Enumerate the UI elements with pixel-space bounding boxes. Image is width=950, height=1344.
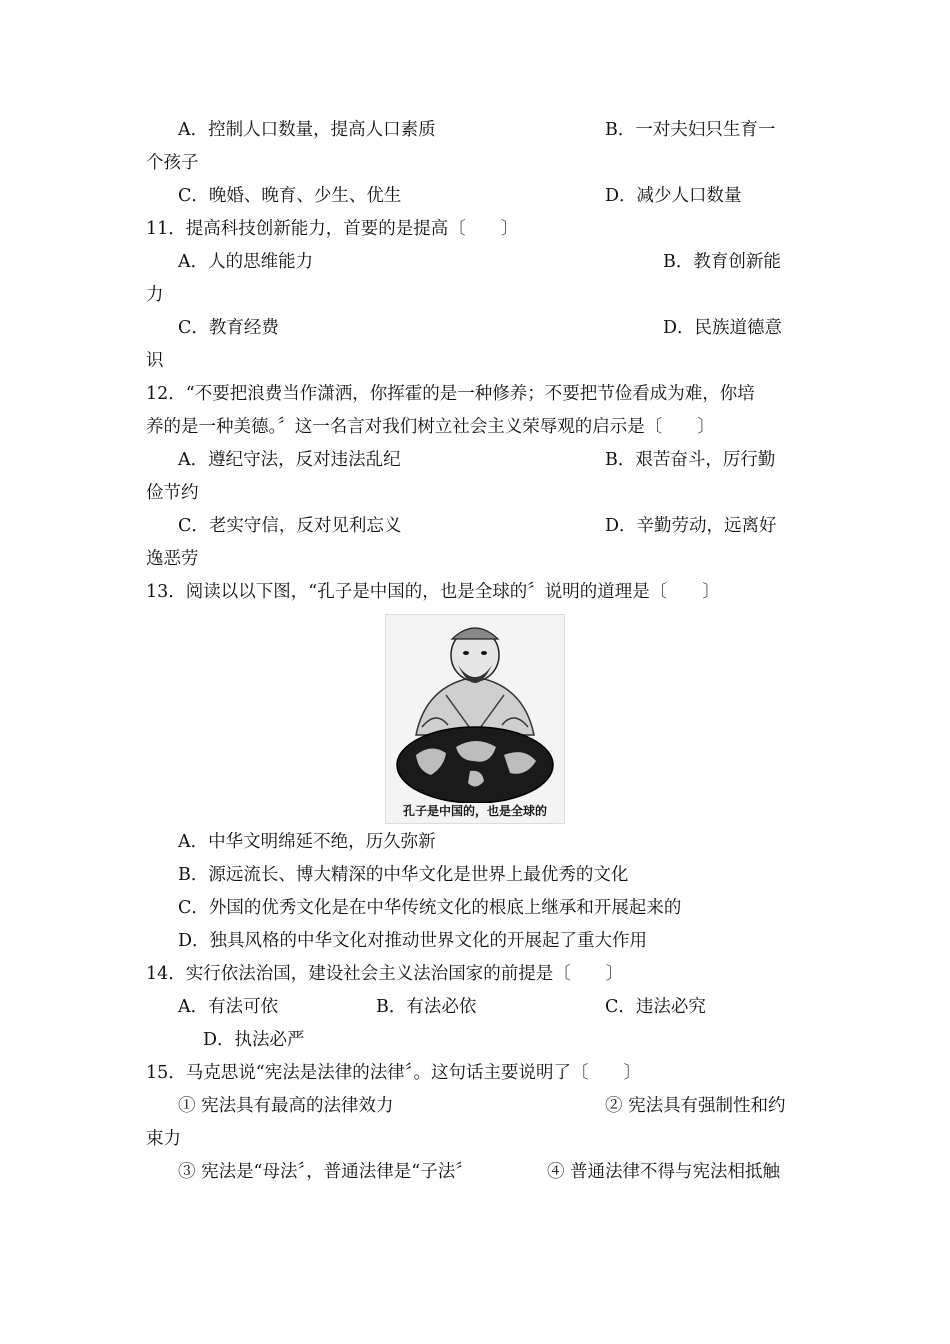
q13-stem: 13．阅读以以下图，“孔子是中国的，也是全球的〞说明的道理是〔 〕 <box>146 582 720 602</box>
q11-option-b: B．教育创新能 <box>663 252 781 272</box>
q12-stem-line2: 养的是一种美德。〞这一名言对我们树立社会主义荣辱观的启示是〔 〕 <box>146 417 715 437</box>
q11-option-d: D．民族道德意 <box>663 318 783 338</box>
q11-option-b-continued: 力 <box>146 285 164 305</box>
q12-option-b: B．艰苦奋斗，厉行勤 <box>605 450 776 470</box>
q12-option-d: D．辛勤劳动，远离好 <box>605 516 777 536</box>
q13-option-b: B．源远流长、博大精深的中华文化是世界上最优秀的文化 <box>178 865 629 885</box>
q11-stem: 11．提高科技创新能力，首要的是提高〔 〕 <box>146 219 519 239</box>
q15-stem: 15．马克思说“宪法是法律的法律〞。这句话主要说明了〔 〕 <box>146 1063 641 1083</box>
q11-option-a: A．人的思维能力 <box>178 252 314 272</box>
q14-option-a: A．有法可依 <box>178 997 279 1017</box>
q11-option-c: C．教育经费 <box>178 318 279 338</box>
figure-caption: 孔子是中国的，也是全球的 <box>402 804 547 818</box>
q15-option-2-continued: 束力 <box>146 1129 181 1149</box>
q14-option-c: C．违法必究 <box>605 997 706 1017</box>
q14-stem: 14．实行依法治国，建设社会主义法治国家的前提是〔 〕 <box>146 964 624 984</box>
q12-option-a: A．遵纪守法，反对违法乱纪 <box>178 450 401 470</box>
confucius-globe-figure <box>385 614 565 824</box>
q10-option-d: D．减少人口数量 <box>605 186 742 206</box>
q15-option-1: ① 宪法具有最高的法律效力 <box>178 1096 394 1116</box>
q12-option-c: C．老实守信，反对见利忘义 <box>178 516 402 536</box>
q15-option-2: ② 宪法具有强制性和约 <box>605 1096 786 1116</box>
q14-option-b: B．有法必依 <box>376 997 477 1017</box>
q15-option-3: ③ 宪法是“母法〞，普通法律是“子法〞 <box>178 1162 473 1182</box>
q13-option-d: D．独具风格的中华文化对推动世界文化的开展起了重大作用 <box>178 931 648 951</box>
q15-option-4: ④ 普通法律不得与宪法相抵触 <box>547 1162 781 1182</box>
q12-option-d-continued: 逸恶劳 <box>146 549 199 569</box>
q11-option-d-continued: 识 <box>146 351 164 371</box>
q13-option-a: A．中华文明绵延不绝，历久弥新 <box>178 832 436 852</box>
q12-stem-line1: 12．“不要把浪费当作潇洒，你挥霍的是一种修养；不要把节俭看成为难，你培 <box>146 384 755 404</box>
q14-option-d: D．执法必严 <box>203 1030 305 1050</box>
q10-option-b-continued: 个孩子 <box>146 153 199 173</box>
q12-option-b-continued: 俭节约 <box>146 483 199 503</box>
confucius-illustration <box>386 615 564 803</box>
q10-option-a: A．控制人口数量，提高人口素质 <box>178 120 436 140</box>
q10-option-b: B．一对夫妇只生育一 <box>605 120 776 140</box>
q10-option-c: C．晚婚、晚育、少生、优生 <box>178 186 402 206</box>
q13-option-c: C．外国的优秀文化是在中华传统文化的根底上继承和开展起来的 <box>178 898 682 918</box>
